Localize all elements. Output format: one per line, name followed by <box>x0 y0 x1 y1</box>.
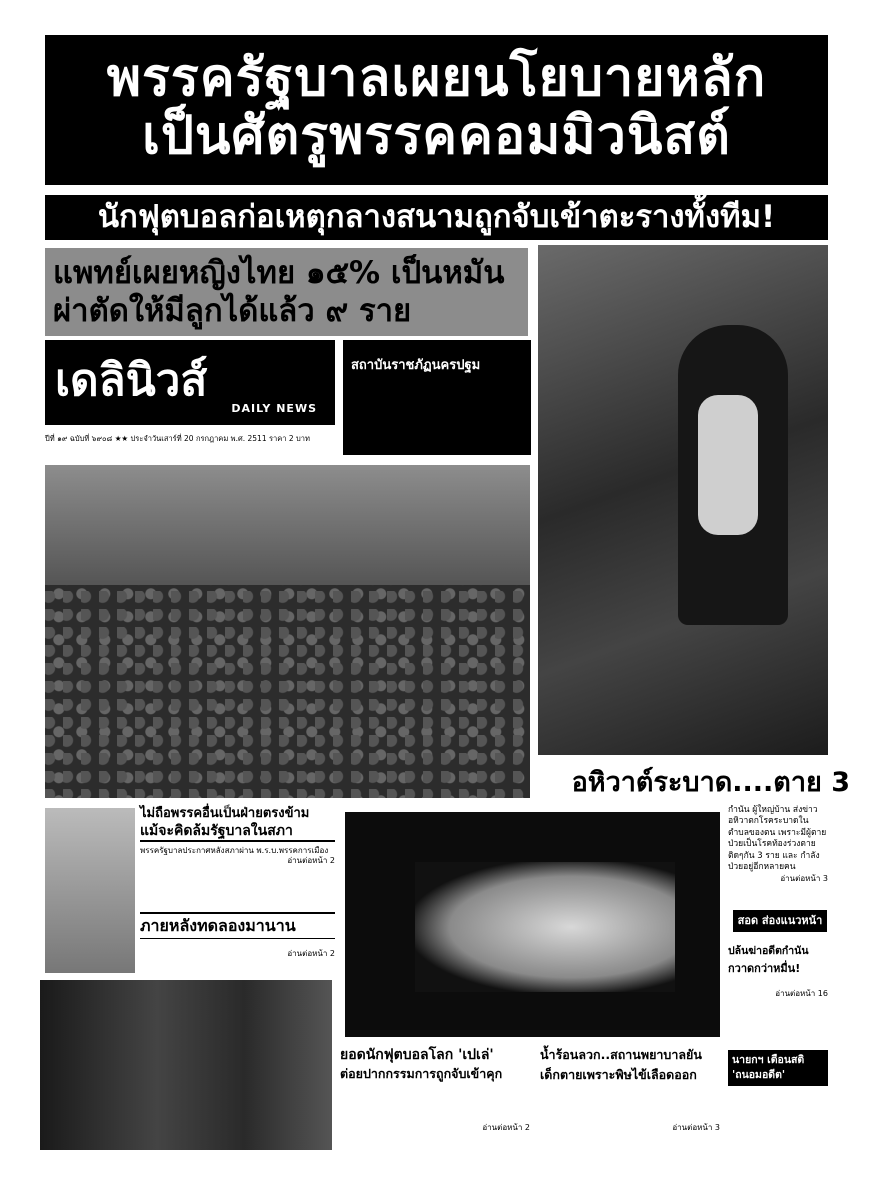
masthead-english: DAILY NEWS <box>231 402 317 415</box>
party-story <box>140 805 335 915</box>
masthead-thai: เดลินิวส์ <box>55 355 208 406</box>
bottom-right-headline1: นายกฯ เตือนสติ <box>732 1054 805 1066</box>
portrait-photo <box>45 808 135 973</box>
infertility-headline: ภายหลังทดลองมานาน <box>140 912 335 939</box>
column-logo: สอด ส่องแนวหน้า <box>733 910 827 932</box>
cholera-story <box>728 805 828 910</box>
masthead-date: ประจำวันเสาร์ที่ 20 กรกฎาคม พ.ศ. 2511 <box>130 434 267 443</box>
party-continued: อ่านต่อหน้า 2 <box>287 856 335 866</box>
party-body: พรรครัฐบาลประกาศหลังสภาผ่าน พ.ร.บ.พรรคการเมือง <box>140 846 329 855</box>
main-headline-line1: พรรครัฐบาลเผยนโยบายหลัก <box>106 48 767 108</box>
crowd-photo <box>45 465 530 798</box>
bottom-right-headline2: 'ถนอมอดีต' <box>732 1069 786 1081</box>
infertility-continued: อ่านต่อหน้า 2 <box>287 949 335 958</box>
pele-headline2: ต่อยปากกรรมการถูกจับเข้าคุก <box>340 1066 503 1081</box>
sub-headline: นักฟุตบอลก่อเหตุกลางสนามถูกจับเข้าตะรางทั้งทีม! <box>45 195 828 240</box>
bottom-left-photo <box>40 980 332 1150</box>
infant-body-shape <box>415 862 675 992</box>
main-headline-line2: เป็นศัตรูพรรคคอมมิวนิสต์ <box>142 106 731 167</box>
masthead-price: ราคา 2 บาท <box>268 434 310 443</box>
column-continued: อ่านต่อหน้า 16 <box>775 989 828 998</box>
promo-box <box>343 340 531 455</box>
masthead <box>45 340 335 425</box>
grey-banner-line2: ผ่าตัดให้มีลูกได้แล้ว ๙ ราย <box>53 293 412 329</box>
crowd-photo-sky <box>45 465 530 585</box>
grey-banner-box <box>45 248 528 336</box>
infant-photo <box>345 812 720 1037</box>
infertility-story <box>140 912 335 972</box>
party-headline1: ไม่ถือพรรคอื่นเป็นฝ่ายตรงข้าม <box>140 806 310 821</box>
ceremony-photo <box>538 245 828 755</box>
main-headline-box <box>45 35 828 185</box>
grey-banner-line1: แพทย์เผยหญิงไทย ๑๕% เป็นหมัน <box>53 255 505 291</box>
pele-headline1: ยอดนักฟุตบอลโลก 'เปเล่' <box>340 1047 494 1063</box>
pele-story <box>340 1045 530 1155</box>
bottom-right-headline-box <box>728 1050 828 1086</box>
cholera-headline: อหิวาต์ระบาด....ตาย 3 <box>571 767 850 798</box>
hospital-headline1: น้ำร้อนลวก..สถานพยาบาลยัน <box>540 1047 702 1062</box>
column-headline1: ปล้นฆ่าอดีตกำนัน <box>728 945 809 957</box>
party-headline2: แม้จะคิดล้มรัฐบาลในสภา <box>140 822 335 842</box>
column-headline2: กวาดกว่าหมื่น! <box>728 962 801 975</box>
masthead-dateline: ปีที่ ๑๙ ฉบับที่ ๖๙๐๘ ★★ ประจำวันเสาร์ที่ 20 กรกฎาคม พ.ศ. 2511 ราคา 2 บาท <box>45 434 310 443</box>
cholera-body: กำนัน ผู้ใหญ่บ้าน ส่งข่าวอหิวาตกโรคระบาดใน ตำบลของตน เพราะมีผู้ตาย ป่วยเป็นโรคท้องร่วงตาย ติดๆกัน 3 ราย และ กำลังป่วยอยู่อีกหลายคน <box>728 805 827 873</box>
masthead-issue: ปีที่ ๑๙ ฉบับที่ ๖๙๐๘ <box>45 434 113 443</box>
pele-continued: อ่านต่อหน้า 2 <box>482 1123 530 1132</box>
promo-box-title: สถาบันราชภัฏนครปฐม <box>351 358 481 373</box>
photo-garland-shape <box>698 395 758 535</box>
hospital-story <box>540 1045 720 1155</box>
column-story <box>728 910 828 1020</box>
bottom-right-story <box>728 1050 828 1150</box>
cholera-continued: อ่านต่อหน้า 3 <box>780 873 828 883</box>
hospital-continued: อ่านต่อหน้า 3 <box>672 1123 720 1132</box>
hospital-headline2: เด็กตายเพราะพิษไข้เลือดออก <box>540 1067 697 1082</box>
